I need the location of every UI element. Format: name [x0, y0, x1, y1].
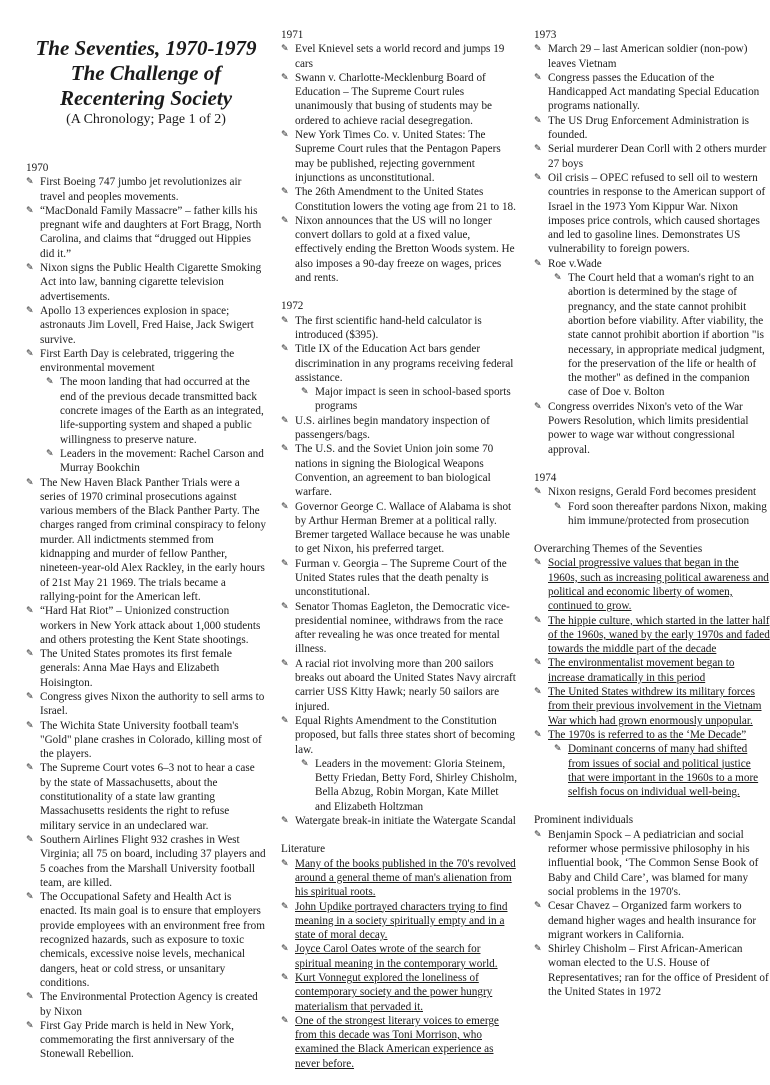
pencil-bullet-icon: ✎	[26, 606, 34, 617]
section-heading: Prominent individuals	[534, 814, 634, 827]
list-item	[26, 204, 266, 261]
list-item	[534, 42, 770, 71]
list-item	[281, 185, 517, 214]
section-heading: 1971	[281, 29, 304, 41]
item-text: The 26th Amendment to the United States Constitution lowers the voting age from 21 to 18.	[295, 186, 516, 213]
pencil-bullet-icon: ✎	[534, 829, 542, 840]
section	[534, 813, 770, 999]
pencil-bullet-icon: ✎	[26, 649, 34, 660]
list-item	[26, 690, 266, 719]
column-left	[26, 28, 266, 1076]
pencil-bullet-icon: ✎	[281, 858, 289, 869]
list-item	[281, 557, 517, 600]
list-item	[281, 600, 517, 657]
item-text: Oil crisis – OPEC refused to sell oil to western countries in response to the American support of Israel in the 1973 Yom Kippur War. Nixon imposes price controls, which caused shortages and led to gasoline lines. Demonstrates US vulnerability to foreign powers.	[548, 171, 766, 256]
section	[534, 471, 770, 528]
pencil-bullet-icon: ✎	[281, 44, 289, 55]
list-item	[26, 304, 266, 347]
list-item	[26, 375, 266, 446]
item-text: First Gay Pride march is held in New York, commemorating the first anniversary of the Stonewall Rebellion.	[40, 1019, 235, 1061]
item-text: Roe v.Wade	[548, 257, 602, 270]
item-text: Swann v. Charlotte-Mecklenburg Board of Education – The Supreme Court rules unanimously that busing of students may be ordered to achieve racial desegregation.	[295, 71, 493, 127]
item-text: U.S. airlines begin mandatory inspection of passengers/bags.	[295, 414, 490, 442]
pencil-bullet-icon: ✎	[281, 901, 289, 912]
item-text: The 1970s is referred to as the ‘Me Decade”	[548, 728, 747, 741]
list-item	[281, 714, 517, 757]
pencil-bullet-icon: ✎	[46, 448, 54, 459]
list-item	[534, 114, 770, 143]
list-item	[26, 175, 266, 204]
list-item	[26, 719, 266, 762]
pencil-bullet-icon: ✎	[281, 658, 289, 669]
list-item	[534, 257, 770, 271]
item-text: The United States withdrew its military forces from their previous involvement in the Vietnam War which had grown enormously unpopular.	[548, 686, 762, 727]
pencil-bullet-icon: ✎	[534, 615, 542, 626]
item-text: The New Haven Black Panther Trials were a series of 1970 criminal prosecutions against various members of the Black Panther Party. The charges ranged from criminal conspiracy to felony murder. All indictments stemmed from kidnapping and murder of fellow Panther, nineteen-year-old Alex Rackley, in the early hours of 21st May 21 1969. The trials became a rallying-point for the American left.	[40, 476, 266, 603]
pencil-bullet-icon: ✎	[534, 44, 542, 55]
item-text: A racial riot involving more than 200 sailors breaks out aboard the United States Navy aircraft carrier USS Kitty Hawk; nearly 50 sailors are injured.	[295, 657, 516, 713]
list-item	[26, 476, 266, 605]
item-text: Congress overrides Nixon's veto of the War Powers Resolution, which limits presidential power to wage war without congressional approval.	[548, 400, 749, 456]
list-item	[26, 347, 266, 376]
list-item	[534, 271, 770, 400]
pencil-bullet-icon: ✎	[281, 816, 289, 827]
title-line-1: The Seventies, 1970-1979	[35, 36, 257, 60]
item-text: Furman v. Georgia – The Supreme Court of the United States rules that the death penalty is unconstitutional.	[295, 557, 507, 599]
item-text: Watergate break-in initiate the Watergate Scandal	[295, 815, 516, 828]
item-text: Congress gives Nixon the authority to sell arms to Israel.	[40, 690, 265, 718]
pencil-bullet-icon: ✎	[281, 130, 289, 141]
list-item	[281, 1014, 517, 1071]
list-item	[534, 656, 770, 685]
item-text: Ford soon thereafter pardons Nixon, making him immune/protected from prosecution	[568, 500, 767, 527]
pencil-bullet-icon: ✎	[26, 720, 34, 731]
list-item	[26, 447, 266, 476]
pencil-bullet-icon: ✎	[26, 177, 34, 188]
list-item	[26, 761, 266, 832]
section	[281, 842, 517, 1071]
pencil-bullet-icon: ✎	[301, 758, 309, 769]
pencil-bullet-icon: ✎	[26, 348, 34, 359]
pencil-bullet-icon: ✎	[281, 415, 289, 426]
item-text: Evel Knievel sets a world record and jumps 19 cars	[295, 43, 505, 70]
list-item	[281, 71, 517, 128]
pencil-bullet-icon: ✎	[281, 715, 289, 726]
item-text: Leaders in the movement: Rachel Carson and Murray Bookchin	[60, 447, 264, 475]
list-item	[281, 814, 517, 828]
list-item	[534, 485, 770, 499]
section	[281, 28, 517, 285]
item-text: The first scientific hand-held calculator is introduced ($395).	[295, 314, 482, 341]
pencil-bullet-icon: ✎	[26, 305, 34, 316]
item-text: First Earth Day is celebrated, triggering the environmental movement	[40, 347, 235, 375]
list-item	[26, 990, 266, 1019]
pencil-bullet-icon: ✎	[281, 601, 289, 612]
title-line-2: The Challenge of Recentering Society	[59, 61, 233, 110]
pencil-bullet-icon: ✎	[301, 387, 309, 398]
list-item	[281, 971, 517, 1014]
pencil-bullet-icon: ✎	[534, 558, 542, 569]
item-text: “Hard Hat Riot” – Unionized construction workers in New York attack about 1,000 students and others protesting the Kent State shootings.	[40, 605, 261, 646]
section	[26, 161, 266, 1062]
section-heading: 1974	[534, 471, 557, 484]
item-text: The US Drug Enforcement Administration is founded.	[548, 114, 750, 142]
document-title	[26, 36, 266, 111]
list-item	[281, 900, 517, 943]
pencil-bullet-icon: ✎	[26, 763, 34, 774]
pencil-bullet-icon: ✎	[26, 263, 34, 274]
item-text: Dominant concerns of many had shifted from issues of social and political justice that were important in the 1960s to a more selfish focus on individual well-being.	[568, 743, 759, 799]
pencil-bullet-icon: ✎	[554, 744, 562, 755]
list-item	[26, 890, 266, 990]
item-text: Southern Airlines Flight 932 crashes in West Virginia; all 75 on board, including 37 players and 5 coaches from the Marshall University football team, are killed.	[40, 833, 266, 889]
pencil-bullet-icon: ✎	[281, 344, 289, 355]
item-text: The Occupational Safety and Health Act is enacted. Its main goal is to ensure that employers provide employees with an environment free from recognized hazards, such as exposure to toxic chemicals, excessive noise levels, mechanical dangers, heat or cold stress, or unsanitary conditions.	[40, 891, 265, 989]
pencil-bullet-icon: ✎	[26, 1020, 34, 1031]
list-item	[534, 742, 770, 799]
list-item	[534, 171, 770, 257]
item-text: Benjamin Spock – A pediatrician and social reformer whose permissive philosophy in his influential book, ‘The Common Sense Book of Baby and Child Care’, was blamed for many social problems in the 1970's.	[548, 828, 759, 898]
item-text: Nixon resigns, Gerald Ford becomes president	[548, 486, 757, 499]
list-item	[281, 500, 517, 557]
item-text: Nixon signs the Public Health Cigarette Smoking Act into law, banning cigarette television advertisements.	[40, 262, 262, 303]
pencil-bullet-icon: ✎	[534, 687, 542, 698]
item-text: First Boeing 747 jumbo jet revolutionizes air travel and peoples movements.	[40, 176, 242, 203]
pencil-bullet-icon: ✎	[26, 691, 34, 702]
pencil-bullet-icon: ✎	[534, 144, 542, 155]
pencil-bullet-icon: ✎	[281, 501, 289, 512]
item-text: Many of the books published in the 70's revolved around a general theme of man's alienation from his spiritual roots.	[295, 857, 516, 899]
list-item	[26, 647, 266, 690]
pencil-bullet-icon: ✎	[534, 72, 542, 83]
pencil-bullet-icon: ✎	[281, 215, 289, 226]
pencil-bullet-icon: ✎	[281, 72, 289, 83]
list-item	[281, 342, 517, 385]
list-item	[281, 385, 517, 414]
list-item	[534, 556, 770, 613]
list-item	[534, 142, 770, 171]
pencil-bullet-icon: ✎	[281, 187, 289, 198]
pencil-bullet-icon: ✎	[534, 172, 542, 183]
item-text: Congress passes the Education of the Handicapped Act mandating Special Education programs nationally.	[548, 71, 760, 113]
item-text: Joyce Carol Oates wrote of the search for spiritual meaning in the contemporary world.	[295, 943, 498, 970]
pencil-bullet-icon: ✎	[534, 944, 542, 955]
pencil-bullet-icon: ✎	[554, 273, 562, 284]
pencil-bullet-icon: ✎	[46, 377, 54, 388]
column-right	[534, 28, 770, 1013]
item-text: Title IX of the Education Act bars gender discrimination in any programs receiving federal assistance.	[295, 343, 514, 384]
item-text: The Environmental Protection Agency is created by Nixon	[40, 991, 258, 1018]
list-item	[26, 261, 266, 304]
column-middle	[281, 28, 517, 1085]
pencil-bullet-icon: ✎	[534, 487, 542, 498]
pencil-bullet-icon: ✎	[26, 477, 34, 488]
section-heading: 1970	[26, 162, 49, 174]
item-text: Senator Thomas Eagleton, the Democratic vice-presidential nominee, withdraws from the race after revealing he was once treated for mental illness.	[295, 600, 510, 656]
list-item	[26, 1019, 266, 1062]
pencil-bullet-icon: ✎	[534, 115, 542, 126]
list-item	[281, 214, 517, 285]
pencil-bullet-icon: ✎	[534, 401, 542, 412]
pencil-bullet-icon: ✎	[281, 558, 289, 569]
pencil-bullet-icon: ✎	[26, 892, 34, 903]
section-heading: 1973	[534, 29, 557, 41]
item-text: “MacDonald Family Massacre” – father kills his pregnant wife and daughters at Fort Bragg, North Carolina, and claims that “drugged out Hippies did it.”	[40, 204, 262, 260]
item-text: The Wichita State University football team's "Gold" plane crashes in Colorado, killing most of the players.	[40, 719, 262, 761]
document-subtitle: (A Chronology; Page 1 of 2)	[66, 112, 226, 127]
list-item	[281, 657, 517, 714]
pencil-bullet-icon: ✎	[281, 444, 289, 455]
item-text: John Updike portrayed characters trying to find meaning in a society spiritually empty and in a state of moral decay.	[295, 900, 508, 942]
pencil-bullet-icon: ✎	[534, 729, 542, 740]
pencil-bullet-icon: ✎	[554, 501, 562, 512]
section	[534, 542, 770, 799]
list-item	[281, 128, 517, 185]
item-text: Cesar Chavez – Organized farm workers to demand higher wages and health insurance for migrant workers in California.	[548, 900, 757, 941]
item-text: March 29 – last American soldier (non-pow) leaves Vietnam	[548, 43, 748, 70]
item-text: Serial murderer Dean Corll with 2 others murder 27 boys	[548, 143, 767, 170]
list-item	[281, 757, 517, 814]
pencil-bullet-icon: ✎	[26, 205, 34, 216]
item-text: The Court held that a woman's right to an abortion is determined by the stage of pregnancy, and the state cannot prohibit abortion before viability. After viability, the state cannot prohibit abortion if abortion "is necessary, in appropriate medical judgment, for the preservation of the life or health of the mother" as defined in the companion case of Doe v. Bolton	[568, 272, 765, 399]
pencil-bullet-icon: ✎	[534, 258, 542, 269]
section-heading: Literature	[281, 843, 326, 856]
pencil-bullet-icon: ✎	[281, 944, 289, 955]
list-item	[281, 414, 517, 443]
item-text: Kurt Vonnegut explored the loneliness of contemporary society and the power hungry materialism that pervaded it.	[295, 972, 493, 1013]
item-text: Governor George C. Wallace of Alabama is shot by Arthur Herman Bremer at a political rally. Bremer targeted Wallace because he was unable to get Nixon, his preferred target.	[295, 500, 512, 556]
list-item	[534, 942, 770, 999]
item-text: Leaders in the movement: Gloria Steinem, Betty Friedan, Betty Ford, Shirley Chisholm, Bella Abzug, Robin Morgan, Kate Millet and Elizabeth Holtzman	[315, 757, 517, 813]
list-item	[281, 942, 517, 971]
item-text: Shirley Chisholm – First African-American woman elected to the U.S. House of Representatives; ran for the office of President of the United States in 1972	[548, 943, 769, 998]
list-item	[281, 857, 517, 900]
list-item	[534, 828, 770, 899]
list-item	[281, 442, 517, 499]
item-text: The United States promotes its first female generals: Anna Mae Hays and Elizabeth Hoisington.	[40, 648, 233, 689]
section	[281, 299, 517, 828]
list-item	[534, 685, 770, 728]
pencil-bullet-icon: ✎	[26, 834, 34, 845]
section	[534, 28, 770, 457]
list-item	[534, 71, 770, 114]
item-text: Equal Rights Amendment to the Constitution proposed, but falls three states short of becoming law.	[295, 714, 515, 756]
section-heading: Overarching Themes of the Seventies	[534, 543, 703, 556]
pencil-bullet-icon: ✎	[534, 901, 542, 912]
pencil-bullet-icon: ✎	[281, 315, 289, 326]
item-text: New York Times Co. v. United States: The Supreme Court rules that the Pentagon Papers may be published, rejecting government injunctions as unconstitutional.	[295, 129, 501, 184]
list-item	[281, 42, 517, 71]
pencil-bullet-icon: ✎	[534, 658, 542, 669]
item-text: The moon landing that had occurred at the end of the previous decade transmitted back concrete images of the Earth as an integrated, life-supporting system and shaped a public willingness to preserve nature.	[60, 376, 264, 446]
item-text: The U.S. and the Soviet Union join some 70 nations in signing the Biological Weapons Convention, an agreement to ban biological warfare.	[295, 443, 494, 499]
item-text: One of the strongest literary voices to emerge from this decade was Toni Morrison, who examined the Black American experience as never before.	[295, 1014, 499, 1070]
list-item	[534, 500, 770, 529]
item-text: Major impact is seen in school-based sports programs	[315, 386, 511, 413]
list-item	[534, 614, 770, 657]
pencil-bullet-icon: ✎	[281, 1015, 289, 1026]
item-text: Apollo 13 experiences explosion in space; astronauts Jim Lovell, Fred Haise, Jack Swigert survive.	[40, 304, 254, 346]
item-text: The environmentalist movement began to increase dramatically in this period	[548, 657, 735, 684]
item-text: The hippie culture, which started in the latter half of the 1960s, waned by the early 1970s and faded towards the middle part of the decade	[548, 614, 770, 656]
item-text: Nixon announces that the US will no longer convert dollars to gold at a fixed value, effectively ending the Bretton Woods system. He also imposes a 90-day freeze on wages, prices and rents.	[295, 214, 515, 285]
item-text: Social progressive values that began in the 1960s, such as increasing political awareness and political and economic liberty of women, continued to grow.	[548, 557, 769, 613]
list-item	[534, 400, 770, 457]
list-item	[534, 899, 770, 942]
pencil-bullet-icon: ✎	[281, 973, 289, 983]
list-item	[534, 728, 770, 742]
list-item	[281, 314, 517, 343]
item-text: The Supreme Court votes 6–3 not to hear a case by the state of Massachusetts, about the constitutionality of a state law granting Massachusetts residents the right to refuse military service in an undeclared war.	[40, 762, 255, 832]
list-item	[26, 833, 266, 890]
pencil-bullet-icon: ✎	[26, 992, 34, 1003]
section-heading: 1972	[281, 300, 304, 313]
list-item	[26, 604, 266, 647]
